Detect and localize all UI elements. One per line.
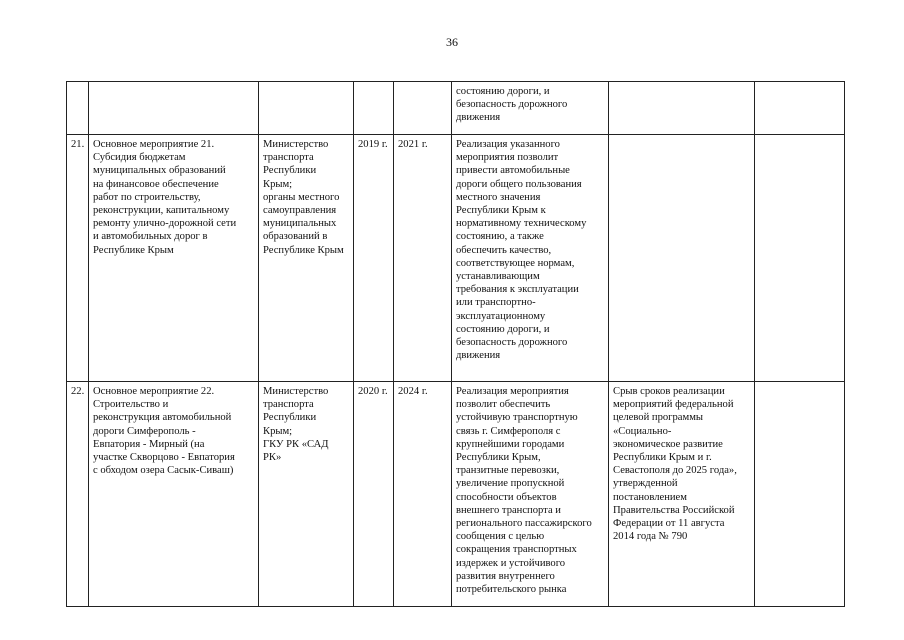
table-row — [67, 135, 845, 382]
table-row — [67, 382, 845, 607]
cell-consequences — [609, 135, 755, 382]
cell-end: 2021 г. — [394, 135, 452, 382]
cell-num — [67, 82, 89, 135]
cell-start: 2020 г. — [354, 382, 394, 607]
cell-start: 2019 г. — [354, 135, 394, 382]
cell-executor: Министерство транспорта Республики Крым; органы местного самоуправления муниципальных образований в Республике Крым — [259, 135, 354, 382]
cell-num: 21. — [67, 135, 89, 382]
cell-consequences: Срыв сроков реализации мероприятий федеральной целевой программы «Социально- экономическое развитие Республики Крым и г. Севастополя до 2025 года», утвержденной постановлением Правительства Российской Федерации от 11 августа 2014 года № 790 — [609, 382, 755, 607]
cell-num: 22. — [67, 382, 89, 607]
program-events-table — [66, 81, 845, 607]
cell-executor: Министерство транспорта Республики Крым; ГКУ РК «САД РК» — [259, 382, 354, 607]
cell-result: Реализация мероприятия позволит обеспечить устойчивую транспортную связь г. Симферополя с крупнейшими городами Республики Крым, транзитные перевозки, увеличение пропускной способности объектов внешнего транспорта и регионального пассажирского сообщения с целью сокращения транспортных издержек и устойчивого развития внутреннего потребительского рынка — [452, 382, 609, 607]
cell-relation — [755, 82, 845, 135]
cell-result: Реализация указанного мероприятия позволит привести автомобильные дороги общего пользования местного значения Республики Крым к нормативному техническому состоянию, а также обеспечить качество, соответствующее нормам, устанавливающим требования к эксплуатации или транспортно- эксплуатационному состоянию дороги, и безопасность дорожного движения — [452, 135, 609, 382]
table-row-continuation — [67, 82, 845, 135]
cell-event: Основное мероприятие 21. Субсидия бюджетам муниципальных образований на финансовое обеспечение работ по строительству, реконструкции, капитальному ремонту улично-дорожной сети и автомобильных дорог в Республике Крым — [89, 135, 259, 382]
cell-end — [394, 82, 452, 135]
cell-consequences — [609, 82, 755, 135]
cell-start — [354, 82, 394, 135]
page-number: 36 — [446, 35, 458, 49]
cell-event: Основное мероприятие 22. Строительство и реконструкция автомобильной дороги Симферополь - Евпатория - Мирный (на участке Скворцово - Евпатория с обходом озера Сасык-Сиваш) — [89, 382, 259, 607]
cell-result: состоянию дороги, и безопасность дорожного движения — [452, 82, 609, 135]
cell-event — [89, 82, 259, 135]
cell-end: 2024 г. — [394, 382, 452, 607]
cell-executor — [259, 82, 354, 135]
cell-relation — [755, 382, 845, 607]
cell-relation — [755, 135, 845, 382]
